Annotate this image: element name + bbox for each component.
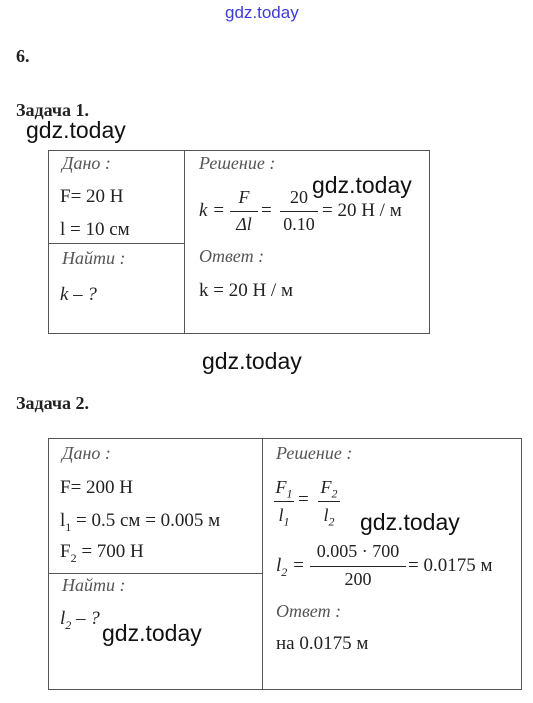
task2-divider: [262, 438, 263, 690]
fraction-bar: [274, 501, 294, 502]
fraction-bar: [280, 211, 318, 212]
task1-frac2-den: 0.10: [283, 214, 315, 234]
task1-divider: [184, 150, 185, 334]
fraction-bar: [310, 566, 406, 567]
task1-find-value: k – ?: [60, 284, 97, 305]
task2-given-line: $F_2 = 700$ Н: [60, 541, 144, 565]
task1-heading: Задача 1.: [16, 100, 90, 120]
task2-formula-rhs: = 0.0175 м: [408, 555, 493, 576]
task2-answer-label: Ответ :: [276, 601, 342, 621]
task2-heading: Задача 2.: [16, 393, 90, 413]
task2-formula-den: 200: [344, 569, 372, 589]
task2-solution-label: Решение :: [276, 443, 353, 463]
task1-frac1-num: F: [238, 187, 250, 207]
task1-find-label: Найти :: [62, 248, 126, 268]
task1-frac2-num: 20: [290, 187, 308, 207]
task2-ratio-eq: =: [298, 489, 309, 510]
task2-answer-value: на 0.0175 м: [276, 633, 369, 654]
task1-table: [48, 150, 430, 334]
task1-answer-value: k = 20 Н / м: [199, 280, 293, 301]
task2-ratio-d2: $l_2$: [323, 505, 335, 529]
fraction-bar: [318, 501, 340, 502]
watermark: gdz.today: [202, 348, 302, 374]
task2-given-line: $l_1 = 0.5$ см = 0.005 м: [60, 510, 221, 534]
task2-formula-lhs: $l_2$ =: [276, 555, 305, 579]
task1-formula-rhs: = 20 Н / м: [322, 200, 402, 221]
task1-divider: [48, 243, 185, 244]
watermark: gdz.today: [312, 172, 412, 198]
task2-find-label: Найти :: [62, 575, 126, 595]
task1-solution-label: Решение :: [199, 153, 276, 173]
task2-ratio-n1: $F_1$: [275, 477, 293, 501]
task2-divider: [48, 573, 263, 574]
watermark: gdz.today: [26, 117, 126, 143]
task1-given-line: l = 10 см: [60, 219, 130, 240]
task2-given-label: Дано :: [62, 443, 111, 463]
task1-frac1-den: Δl: [236, 214, 252, 234]
task2-given-line: F= 200 Н: [60, 477, 134, 498]
fraction-bar: [230, 211, 258, 212]
task2-find-value: $l_2$ – ?: [60, 608, 100, 632]
task1-formula-lhs: k =: [199, 200, 226, 221]
watermark: gdz.today: [102, 620, 202, 646]
task2-formula-num: 0.005 · 700: [316, 541, 400, 561]
task2-ratio-d1: $l_1$: [278, 505, 290, 529]
task1-given-line: F= 20 Н: [60, 186, 124, 207]
watermark: gdz.today: [360, 509, 460, 535]
task1-given-label: Дано :: [62, 153, 111, 173]
task2-ratio-n2: $F_2$: [320, 477, 338, 501]
task1-answer-label: Ответ :: [199, 246, 265, 266]
watermark-top: gdz.today: [225, 3, 299, 22]
task1-formula-eq: =: [261, 200, 272, 221]
section-number: 6.: [16, 46, 30, 66]
